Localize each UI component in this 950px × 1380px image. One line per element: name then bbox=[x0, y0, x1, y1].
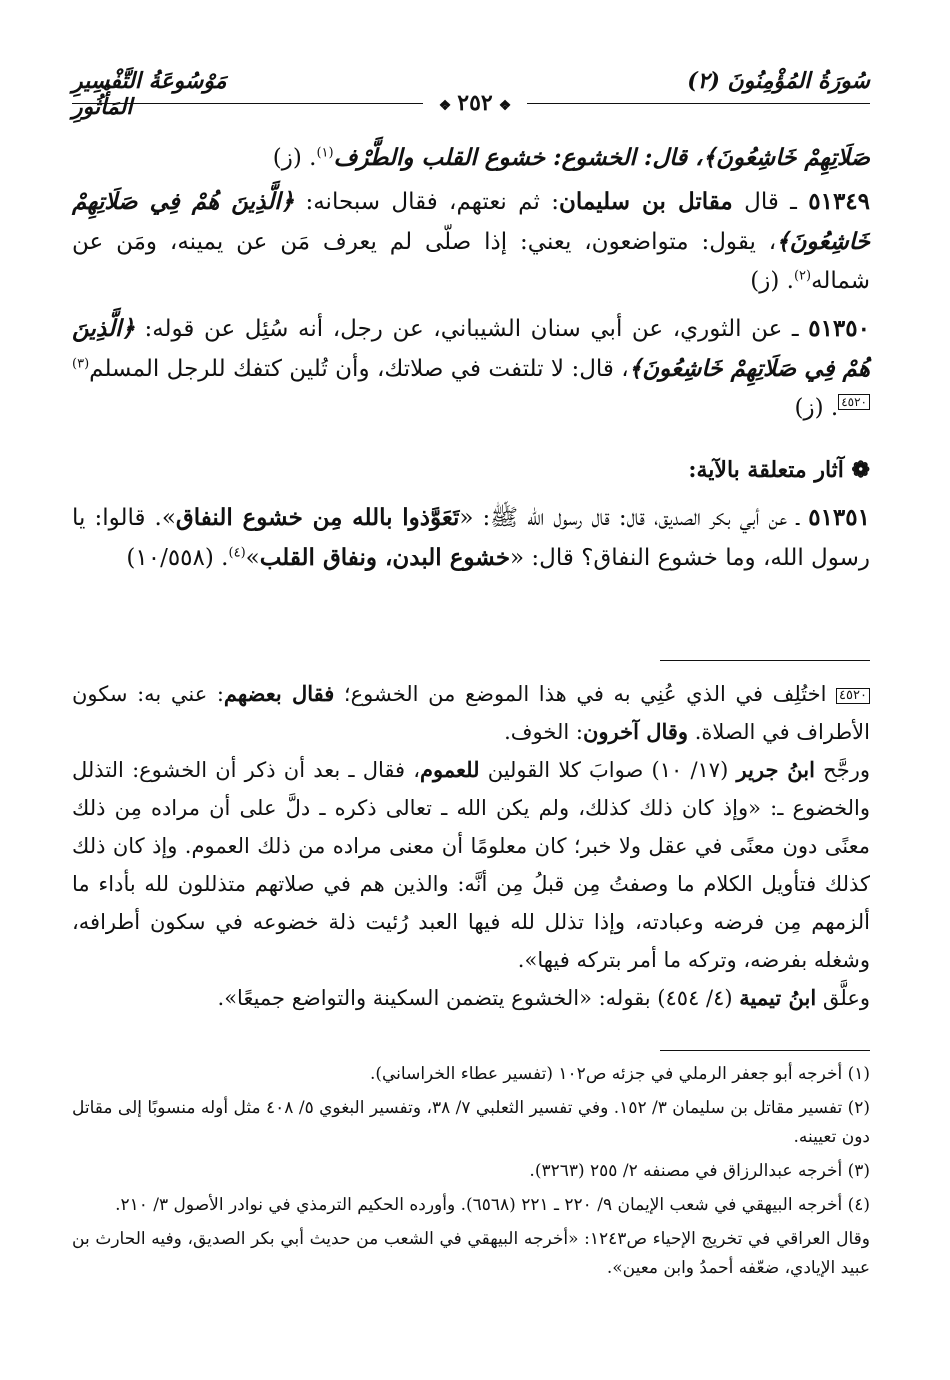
note-ref-box: ٤٥٢٠ bbox=[838, 394, 870, 410]
note-paragraph-1: ٤٥٢٠ اختُلِف في الذي عُنِي به في هذا الموضع من الخشوع؛ فقال بعضهم: عني به: سكون الأطراف في الصلاة. وقال آخرون: الخوف. bbox=[72, 681, 870, 744]
note-paragraph-3: وعلَّق ابنُ تيمية (٤/ ٤٥٤) بقوله: «الخشوع يتضمن السكينة والتواضع جميعًا». bbox=[217, 985, 870, 1010]
footnote-4: (٤) أخرجه البيهقي في شعب الإيمان ٩/ ٢٢٠ ـ ٢٢١ (٦٥٦٨). وأورده الحكيم الترمذي في نوادر الأصول ٣/ ٢١٠. bbox=[115, 1195, 870, 1215]
chapter-header: سُورَةُ المُؤْمِنُونَ (٢) bbox=[687, 68, 870, 94]
footnote-separator bbox=[660, 1050, 870, 1051]
note-separator bbox=[660, 660, 870, 661]
footnote-ref: (٢) bbox=[793, 268, 812, 284]
main-text bbox=[72, 138, 870, 578]
footnotes bbox=[72, 1060, 870, 1288]
footnote-ref: (٣) bbox=[72, 356, 90, 372]
book-title-header: مَوْسُوعَةُ التَّفْسِيرِ المَأْثُورِ bbox=[72, 68, 227, 120]
section-title: ❁ آثار متعلقة بالآية: bbox=[688, 457, 870, 483]
page-number: ٢٥٢ bbox=[457, 90, 493, 116]
footnote-3: (٣) أخرجه عبدالرزاق في مصنفه ٢/ ٢٥٥ (٣٢٦٣). bbox=[529, 1161, 870, 1181]
page-number-box bbox=[423, 90, 528, 116]
ornament-icon: ❖ bbox=[438, 98, 452, 114]
footnote-ref: (١) bbox=[316, 145, 334, 161]
narration-51350: ٥١٣٥٠ ـ عن الثوري، عن أبي سنان الشيباني، عن رجل، أنه سُئِل عن قوله: ﴿الَّذِينَ هُمْ فِي صَلَاتِهِمْ خَاشِعُونَ﴾، قال: لا تلتفت في صلاتك، وأن تُلين كتفك للرجل المسلم$^{(٣)}$٤٥٢٠. (ز) bbox=[72, 315, 870, 421]
footnote-4-continuation: وقال العراقي في تخريج الإحياء ص١٢٤٣: «أخرجه البيهقي في الشعب من حديث أبي بكر الصديق، وفيه الحارث بن عبيد الإيادي، ضعّفه أحمدُ وابن معين». bbox=[72, 1229, 871, 1278]
note-paragraph-2: ورجَّح ابنُ جرير (١٧/ ١٠) صوابَ كلا القولين للعموم، فقال ـ بعد أن ذكر أن الخشوع: التذلل والخضوع ـ: «وإذ كان ذلك كذلك، ولم يكن الله ـ تعالى ذكره ـ دلَّ على أن مراده مِن ذلك معنًى دون معنًى في عقل ولا خبر؛ كان معلومًا أن معنى مراده من ذلك العموم. وإذ كان ذلك كذلك فتأويل الكلام ما وصفتُ مِن قبلُ مِن أنَّه: والذين هم في صلاتهم متذللون لله بأداء ما ألزمهم مِن فرضه وعبادته، وإذا تذلل لله فيها العبد رُئيت ذلة خضوعه في سكون أطرافه، وشغله بفرضه، وتركه ما أمر بتركه فيها». bbox=[72, 757, 870, 972]
footnote-ref: (٤) bbox=[228, 545, 246, 561]
paragraph-continuation: صَلَاتِهِمْ خَاشِعُونَ﴾، قال: الخشوع: خشوع القلب والطَّرْف$^{(١)}$. (ز) bbox=[272, 144, 870, 171]
narration-51351: ٥١٣٥١ ـ عن أبي بكر الصديق، قال: قال رسول الله ﷺ: «تَعَوَّذوا بالله مِن خشوع النفاق». قالوا: يا رسول الله، وما خشوع النفاق؟ قال: «خشوع البدن، ونفاق القلب»$^{(٤)}$. (١٠/٥٥٨) bbox=[72, 504, 870, 571]
note-box: ٤٥٢٠ bbox=[836, 688, 870, 704]
ornament-icon: ❖ bbox=[498, 98, 512, 114]
scholarly-note bbox=[72, 675, 870, 1017]
footnote-1: (١) أخرجه أبو جعفر الرملي في جزئه ص١٠٢ (تفسير عطاء الخراساني). bbox=[369, 1064, 870, 1084]
narration-51349: ٥١٣٤٩ ـ قال مقاتل بن سليمان: ثم نعتهم، فقال سبحانه: ﴿الَّذِينَ هُمْ فِي صَلَاتِهِمْ خَاشِعُونَ﴾، يقول: متواضعون، يعني: إذا صلّى لم يعرف مَن عن يمينه، ومَن عن شماله$^{(٢)}$. (ز) bbox=[72, 188, 871, 294]
footnote-2: (٢) تفسير مقاتل بن سليمان ٣/ ١٥٢. وفي تفسير الثعلبي ٧/ ٣٨، وتفسير البغوي ٥/ ٤٠٨ مثل أوله منسوبًا إلى مقاتل دون تعيينه. bbox=[72, 1098, 870, 1147]
